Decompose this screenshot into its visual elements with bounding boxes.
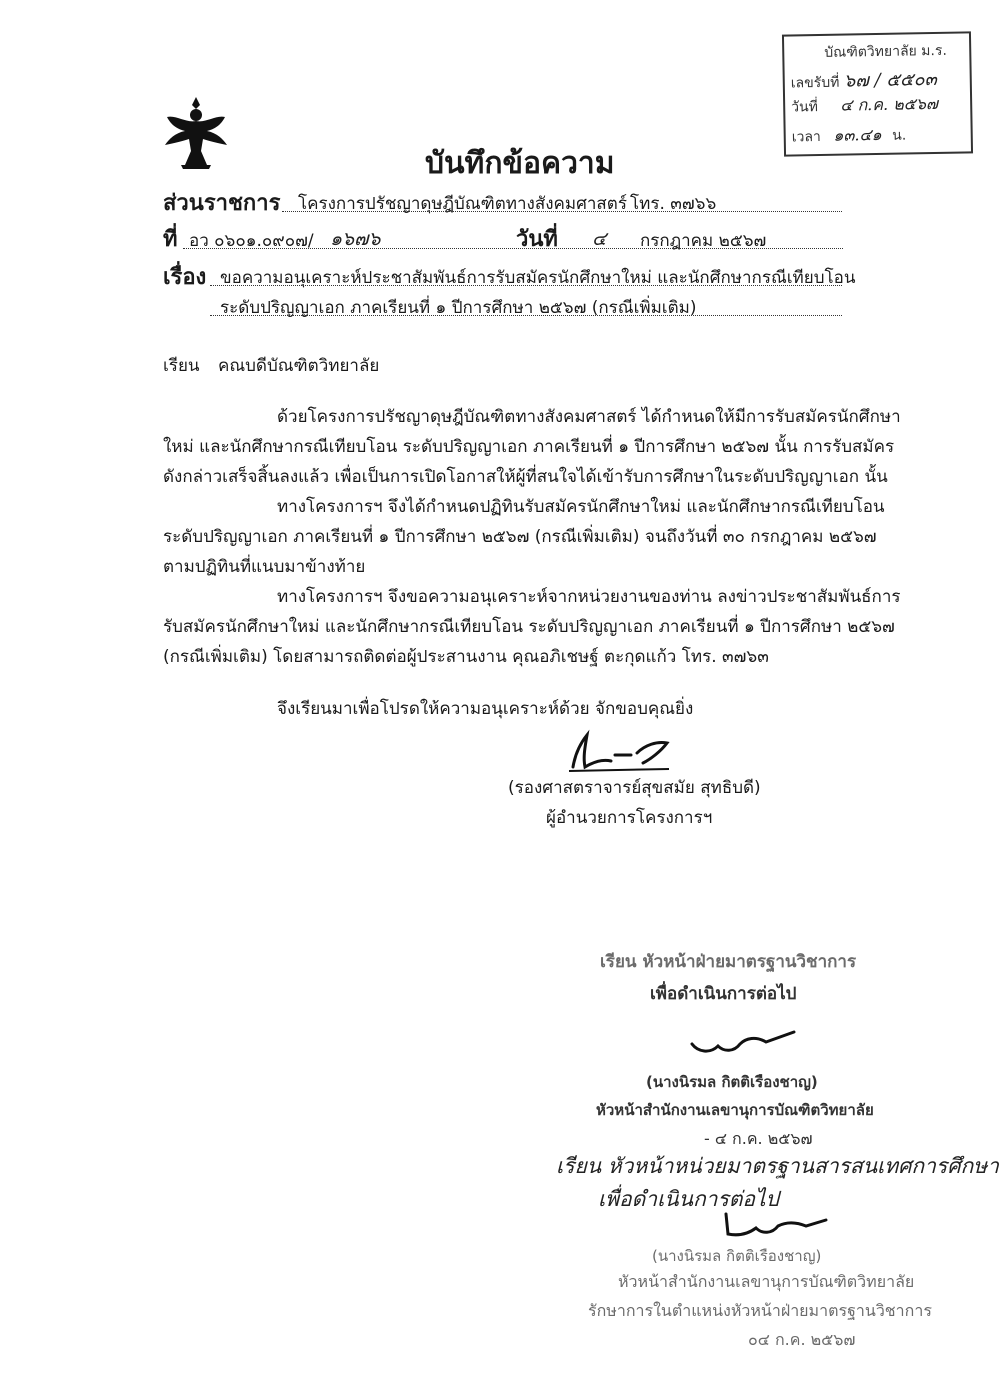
p1-line1: ด้วยโครงการปรัชญาดุษฎีบัณฑิตทางสังคมศาสตร์ ได้กำหนดให้มีการรับสมัครนักศึกษา [277, 407, 901, 427]
endorse1-position: หัวหน้าสำนักงานเลขานุการบัณฑิตวิทยาลัย [596, 1101, 874, 1119]
stamp-time-value: ๑๓.๔๑ [833, 124, 882, 145]
subject-underline-1 [210, 285, 842, 286]
endorse2-name: (นางนิรมล กิตติเรืองชาญ) [652, 1247, 822, 1265]
endorse2-position1: หัวหน้าสำนักงานเลขานุการบัณฑิตวิทยาลัย [618, 1272, 915, 1291]
date-day: ๔ [592, 228, 607, 250]
p2-line2: ระดับปริญญาเอก ภาคเรียนที่ ๑ ปีการศึกษา ๒๕๖๗ (กรณีเพิ่มเติม) จนถึงวันที่ ๓๐ กรกฎาคม ๒๕๖๗ [163, 527, 877, 547]
p3-line1: ทางโครงการฯ จึงขอความอนุเคราะห์จากหน่วยงานของท่าน ลงข่าวประชาสัมพันธ์การ [277, 587, 901, 607]
ref-handwritten: ๑๖๗๖ [330, 228, 381, 250]
ref-underline [183, 248, 843, 249]
stamp-time-suffix: น. [892, 127, 907, 144]
stamp-receive-row [791, 64, 938, 96]
p3-line3: (กรณีเพิ่มเติม) โดยสามารถติดต่อผู้ประสานงาน คุณอภิเชษฐ์ ตะกุดแก้ว โทร. ๓๗๖๓ [163, 647, 769, 667]
dept-label: ส่วนราชการ [163, 191, 281, 216]
date-label: วันที่ [516, 227, 558, 252]
dept-phone: โทร. ๓๗๖๖ [630, 194, 717, 214]
endorse2-signature-icon [720, 1208, 830, 1244]
ref-label: ที่ [163, 227, 178, 252]
garuda-emblem-icon [163, 95, 229, 171]
endorse1-line1: เรียน หัวหน้าฝ่ายมาตรฐานวิชาการ [600, 952, 857, 972]
endorse2-date: ๐๔ ก.ค. ๒๕๖๗ [748, 1330, 856, 1349]
director-name: (รองศาสตราจารย์สุขสมัย สุทธิบดี) [508, 778, 761, 798]
stamp-date-row [791, 92, 938, 120]
stamp-receive-no: ๖๗ / ๕๕๐๓ [843, 68, 937, 92]
closing-line: จึงเรียนมาเพื่อโปรดให้ความอนุเคราะห์ด้วย จักขอบคุณยิ่ง [277, 699, 694, 719]
stamp-date-label: วันที่ [791, 99, 819, 116]
p2-line1: ทางโครงการฯ จึงได้กำหนดปฏิทินรับสมัครนักศึกษาใหม่ และนักศึกษากรณีเทียบโอน [277, 497, 885, 517]
memo-title: บันทึกข้อความ [425, 146, 615, 181]
date-rest: กรกฎาคม ๒๕๖๗ [640, 231, 767, 251]
p3-line2: รับสมัครนักศึกษาใหม่ และนักศึกษากรณีเทียบโอน ระดับปริญญาเอก ภาคเรียนที่ ๑ ปีการศึกษา ๒๕๖๗ [163, 617, 895, 637]
subject-line1: ขอความอนุเคราะห์ประชาสัมพันธ์การรับสมัครนักศึกษาใหม่ และนักศึกษากรณีเทียบโอน [220, 268, 856, 288]
director-signature-icon [565, 725, 675, 775]
p2-line3: ตามปฏิทินที่แนบมาข้างท้าย [163, 557, 366, 577]
stamp-time-row [792, 123, 907, 150]
endorse1-name: (นางนิรมล กิตติเรืองชาญ) [646, 1073, 818, 1091]
stamp-date-value: ๔ ก.ค. ๒๕๖๗ [840, 93, 939, 115]
to-label: เรียน [163, 356, 200, 376]
p1-line2: ใหม่ และนักศึกษากรณีเทียบโอน ระดับปริญญาเอก ภาคเรียนที่ ๑ ปีการศึกษา ๒๕๖๗ นั้น การรับสมัคร [163, 437, 895, 457]
subject-line2: ระดับปริญญาเอก ภาคเรียนที่ ๑ ปีการศึกษา ๒๕๖๗ (กรณีเพิ่มเติม) [220, 298, 697, 318]
endorse2-line2: เพื่อดำเนินการต่อไป [598, 1187, 779, 1211]
dept-value: โครงการปรัชญาดุษฎีบัณฑิตทางสังคมศาสตร์ [298, 194, 627, 214]
stamp-org: บัณฑิตวิทยาลัย ม.ร. [824, 42, 948, 61]
endorse1-line2: เพื่อดำเนินการต่อไป [650, 984, 797, 1004]
stamp-time-label: เวลา [791, 128, 821, 146]
director-position: ผู้อำนวยการโครงการฯ [546, 808, 713, 828]
p1-line3: ดังกล่าวเสร็จสิ้นลงแล้ว เพื่อเป็นการเปิดโอกาสให้ผู้ที่สนใจได้เข้ารับการศึกษาในระดับปริญญาเอก นั้น [163, 467, 888, 487]
endorse2-position2: รักษาการในตำแหน่งหัวหน้าฝ่ายมาตรฐานวิชาการ [588, 1301, 932, 1320]
ref-value: อว ๐๖๐๑.๐๙๐๗/ [189, 231, 314, 251]
endorse1-signature-icon [688, 1022, 798, 1060]
to-value: คณบดีบัณฑิตวิทยาลัย [218, 356, 380, 376]
endorse1-date: - ๔ ก.ค. ๒๕๖๗ [704, 1129, 813, 1148]
endorse2-line1: เรียน หัวหน้าหน่วยมาตรฐานสารสนเทศการศึกษา [556, 1154, 999, 1178]
stamp-receive-label: เลขรับที่ [790, 74, 840, 92]
subject-label: เรื่อง [163, 265, 207, 290]
receive-stamp [782, 31, 973, 156]
subject-underline-2 [210, 315, 842, 316]
dept-underline [282, 211, 842, 212]
